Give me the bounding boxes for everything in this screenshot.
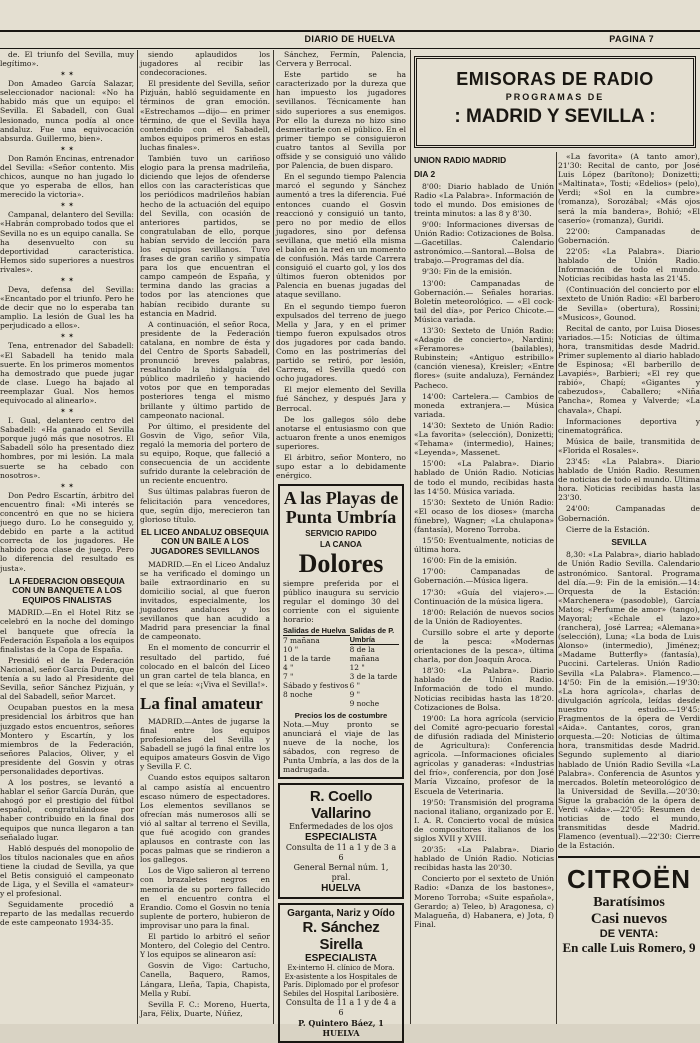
program-entry: 9'00: Informaciones diversas de Unión Radio: Cotizaciones de Bolsa.—Gacetillas. Calendario astronómico.—Santoral.—Bolsa de trabajo.—Programas del día. [414, 219, 554, 266]
column-rule [556, 152, 557, 1024]
article-paragraph: Gosvin de Vigo: Cartucho, Canella, Baquero, Ramos, Lángara, Lleña, Tapia, Chapista, Mella y Rubí. [140, 961, 270, 998]
brand-name: CITROËN [567, 864, 691, 895]
boat-name: Dolores [298, 549, 384, 579]
ad-punta-umbria [278, 484, 404, 779]
ad-line: ESPECIALISTA [304, 953, 378, 965]
column-2 [140, 50, 270, 1024]
article-paragraph: El árbitro, señor Montero, no supo estar a lo debidamente enérgico. [276, 453, 406, 481]
schedule-header: Salidas de P. Umbría [350, 626, 399, 645]
program-entry: 15'50: Eventualmente, noticias de última hora. [414, 536, 554, 555]
column-rule [273, 50, 274, 1024]
ad-line: Baratísimos [593, 895, 665, 911]
program-entry: 23'45: «La Palabra». Diario hablado de Unión Radio. Resumen de noticias de todo el mundo. Ultima hora. Noticias recibidas hasta las 23'30. [558, 457, 700, 503]
program-entry: Música de baile, transmitida de «Florida el Rosales». [558, 436, 700, 455]
program-entry: 20'35: «La Palabra». Diario hablado de Unión Radio. Noticias recibidas hasta las 20'30. [414, 845, 554, 873]
radio-programs-banner [414, 56, 696, 148]
article-paragraph: Don Amadeo García Salazar, seleccionador nacional: «No ha habido más que un equipo: el Sevilla. El Sabadell, con Gual lesionado, nunca podía al once andaluz. Fue una equivocación absurda. Guillermo, bien». [0, 79, 134, 143]
article-paragraph: En el segundo tiempo fueron expulsados del terreno de juego Mella y Jara, y en el primer tiempo fueron expulsados otros dos jugadores por cada bando. Como en las postrimerías del partido se retiró, por lesión, Carrera, el Sevilla quedó con ocho jugadores. [276, 301, 406, 384]
ad-line: Consulta de 11 a 1 y de 4 a 6 [285, 997, 397, 1017]
program-entry: 14'00: Cartelera.— Cambios de moneda extranjera.— Música variada. [414, 391, 554, 419]
schedule-row: 10 " [283, 645, 299, 655]
ad-line: DE VENTA: [599, 928, 659, 941]
article-paragraph: A los postres, se levantó a hablar el señor García Durán, que ahogó por el prestigio del fútbol español, congratulándose por haber contribuido en la final dos equipos que nunca llegaron a tan señalado lugar. [0, 778, 134, 842]
article-paragraph: Sánchez, Fermín, Palencia, Cervera y Berrocal. [276, 50, 406, 69]
program-entry: 24'00: Campanadas de Gobernación. [558, 504, 700, 523]
article-paragraph: El mejor elemento del Sevilla fué Sánchez, y después Jara y Berrocal. [276, 385, 406, 413]
ad-subtitle: SERVICIO RAPIDO [305, 529, 377, 539]
banner-line: : MADRID Y SEVILLA : [454, 106, 656, 127]
banner-line: EMISORAS DE RADIO [456, 69, 654, 89]
ad-line: Ex-interno H. clínico de Mora. Ex-asistente a los Hospitales de París. Diplomado por el profesor Sebiles del Hospital Laribosière. [283, 964, 399, 998]
banner-line: PROGRAMAS DE [505, 92, 605, 102]
article-paragraph: Cuando estos equipos saltaron al campo asistía al encuentro escaso número de espectadores. Los elementos sevillanos se ofrecían más numerosos allí se vió al saltar al terreno el Sevilla, que fué acogido con grandes aplausos en contraste con las pocas palmas que se rindieron a los gallegos. [140, 773, 270, 865]
separator-stars: ✶ ✶ [60, 407, 74, 416]
column-5 [558, 152, 700, 1024]
article-paragraph: Ocupaban puestos en la mesa presidencial los árbitros que han juzgado estos encuentros, señores Montero y Escartín, y los miembros de la Federación, señores Palacios, Oliver, y el presidente del Gosvin y otras personalidades deportivas. [0, 703, 134, 776]
program-entry: Recital de canto, por Luisa Dioses variados.—15: Noticias de última hora, transmitidas desde Madrid. Primer suplemento al diario hablado de Espinosa; «El barberillo de Lavapiés», Barbieri; «El rey que rabió», Chapí; «Gigantes y cabezudos», Caballero; «Niña Pancha», Romea y Valverde; «La chavala», Chapí. [558, 323, 700, 415]
program-entry: 13'30: Sexteto de Unión Radio: «Adagio de concierto», Nardini; «Feramores» (bailables), Rubinstein; «Antiguo estribillo» (canción vienesa), Kreisler; «Entre flores» (suite andaluza), Fernández Pacheco. [414, 326, 554, 390]
schedule-row: 8 de la mañana [349, 645, 380, 664]
doctor-name: R. Coello Vallarino [309, 788, 373, 823]
ad-prices: Precios los de costumbre [294, 711, 388, 721]
article-paragraph: Este partido se ha caracterizado por la dureza que han impuesto los jugadores sevillanos. Técnicamente han sido superiores a sus enemigos. Por ello la dureza no hizo sino desmeritarle con el público. En el primer tiempo se consiguieron cuatro tantos al Sevilla por offside y se consiguió uno válido por Palencia, de buen disparo. [276, 70, 406, 171]
ad-line: ESPECIALISTA [304, 832, 378, 844]
article-paragraph: A continuación, el señor Roca, presidente de la Federación catalana, en nombre de ésta y del Centro de Sports Sabadell, pronunció breves palabras, resaltando la hidalguía del público madrileño y haciendo votos por que en temporadas posteriores tenga el mismo brillante y último partido de campeonato nacional. [140, 319, 270, 420]
program-entry: 15'30: Sexteto de Unión Radio: «El ocaso de los dioses» (marcha fúnebre), Wagner; «La chulapona» (fantasía), Moreno Torroba. [414, 497, 554, 534]
article-paragraph: Por último, el presidente del Gosvin de Vigo, señor Vila, regaló la memoria del portero de su equipo, Roque, que falleció a consecuencia de un accidente sufrido durante la celebración de un reciente encuentro. [140, 421, 270, 486]
program-entry: Cierre de la Estación. [566, 524, 650, 534]
program-entry: 16'00: Fin de la emisión. [422, 556, 517, 566]
program-entry: 13'00: Campanadas de Gobernación.— Señales horarias. Boletín meteorológico. — «El cock-tail del día», por Perico Chicote.—Música variada. [414, 278, 554, 324]
program-entry: 17'30: «Guía del viajero».—Continuación de la música ligera. [414, 587, 554, 606]
schedule-col-umbria [350, 626, 399, 708]
separator-stars: ✶ ✶ [60, 144, 74, 153]
article-paragraph: Don Pedro Escartín, árbitro del encuentro final: «Mi interés se concentró en que no se hiciera juego duro. Lo he conseguido y, debido en parte a la actitud correcta de los jugadores. He habido poca clase de juego. Pero lo diferencia del resultado es justa». [0, 490, 134, 573]
program-entry: 22'00: Campanadas de Gobernación. [558, 226, 700, 245]
ad-line: P. Quintero Báez, 1 HUELVA [298, 1017, 384, 1038]
article-paragraph: de. El triunfo del Sevilla, muy legítimo». [0, 50, 134, 69]
separator-stars: ✶ ✶ [60, 275, 74, 284]
program-entry: 17'00: Campanadas de Gobernación.—Música ligera. [414, 567, 554, 586]
article-paragraph: En el segundo tiempo Palencia marcó el segundo y Sánchez aumentó a tres la diferencia. Fué entonces cuando el Gosvin reaccionó y consiguió un tanto, pero no por medio de ellos jugadores, sino por defensa sevillana, que metió ella misma el balón en la red en un momento de confusión. Más tarde Carrera consiguió el cuarto gol, y los dos últimos fueron obtenidos por Palencia en buenas jugadas del ataque sevillano. [276, 172, 406, 300]
ad-line: Consulta de 11 a 1 y de 3 a 6 [285, 843, 397, 863]
section-subheading: DIA 2 [414, 168, 436, 179]
ad-subtitle: LA CANOA [320, 540, 362, 550]
schedule-row: 12 " [349, 663, 365, 673]
separator-stars: ✶ ✶ [60, 481, 74, 490]
article-paragraph: I. Gual, delantero centro del Sabadell: «Ha ganado el Sevilla porque jugó más que nosotros. El Sabadell sólo ha presentado diez hombres, por mi lesión. La mala suerte se ha cebado con nosotros». [0, 416, 134, 480]
article-headline: La final amateur [140, 693, 263, 713]
article-heading: EL LICEO ANDALUZ OBSEQUIA CON UN BAILE A LOS JUGADORES SEVILLANOS [141, 526, 269, 556]
program-entry: 19'00: La hora agrícola (servicio del Comité agro-pecuario forestal de difusión radiada del Ministerio de Agricultura): Conferencia agrícola. —Informaciones oficiales agrícolas y ganaderas: «Industrias del frío», conferencia, por don José María Vizcaíno, profesor de la Escuela de Veterinaria. [414, 713, 554, 796]
schedule-header: Salidas de Huelva [283, 626, 350, 636]
article-paragraph: MADRID.—Antes de jugarse la final entre los equipos profesionales del Sevilla y Sabadell se jugó la final entre los equipos amateurs Gosvin de Vigo y Sevilla F. C. [140, 716, 270, 772]
doctor-name: R. Sánchez Sirella [302, 919, 380, 954]
ad-line: Garganta, Nariz y Oído [287, 908, 395, 920]
article-paragraph: También tuvo un cariñoso elogio para la prensa madrileña, diciendo que lejos de ofenderse ellos con las características que los periódicos madrileños habían hecho de la actuación del equipo del Sevilla, con ocasión de anteriores partidos, se congratulaban de ello, porque habían servido de lección para los equipos sevillanos. Tuvo frases de gran cariño y simpatía para los que encuentran el campo campeón de España, y termina dando las gracias a todos por las atenciones que habían recibido durante su estancia en Madrid. [140, 154, 270, 318]
column-rule [410, 50, 411, 1024]
article-paragraph: MADRID.—En el Liceo Andaluz se ha verificado el domingo un baile extraordinario en su domicilio social, al que fueron invitados, especialmente, los jugadores andaluces y los sevillanos que han acudido a Madrid para presenciar la final de campeonato. [140, 559, 270, 642]
schedule-table [283, 626, 399, 708]
program-entry: (Continuación del concierto por el sexteto de Unión Radio: «El barbero de Sevilla» (obertura), Rossini; «Musicos», Gounod. [558, 285, 700, 322]
program-entry: 22'05: «La Palabra». Diario hablado de Unión Radio. Información de todo el mundo. Noticias recibidas hasta las 21'45. [558, 246, 700, 284]
article-paragraph: Presidió el de la Federación Nacional, señor García Durán, que tenía a su lado al Presidente del Sevilla, señor Sánchez Pizjuán, y al del Sabadell, señor Marcet. [0, 655, 134, 702]
schedule-row: 3 de la tarde [349, 672, 398, 682]
schedule-col-huelva [283, 626, 350, 708]
article-paragraph: Sevilla F. C.: Moreno, Huerta, Jara, Félix, Duarte, Núñez, [140, 999, 270, 1018]
article-paragraph: El partido lo arbitró el señor Montero, del Colegio del Centro. Y los equipos se alinearon así: [140, 932, 270, 960]
program-entry: Cursillo sobre el arte y deporte de la pesca: «Modernas orientaciones de la pesca», última charla, por don Joaquín Aroca. [414, 627, 554, 665]
program-entry: 19'50: Transmisión del programa nacional italiano, organizado por E. I. A. R. Concierto vocal de música de compositores italianos de los siglos XVII y XVIII. [414, 797, 554, 843]
ad-line: Enfermedades de los ojos [289, 822, 393, 832]
schedule-row: 4 " [283, 663, 294, 673]
ad-citroen [558, 856, 700, 956]
article-paragraph: El presidente del Sevilla, señor Pizjuán, habló seguidamente en términos de gran emoción. «Estrechamos —dijo— en primer término, de que el Sevilla haya contendido con el Sabadell, ambos equipos primeros en estas luchas finales». [140, 79, 270, 152]
article-paragraph: siendo aplaudidos los jugadores al recibir las condecoraciones. [140, 50, 270, 78]
ad-ent-specialist [278, 903, 404, 1043]
column-rule [137, 50, 138, 1024]
program-entry: Informaciones deportiva y cinematográfica. [558, 416, 700, 435]
article-paragraph: MADRID.—En el Hotel Ritz se celebró en la noche del domingo el banquete que ofrecía la Federación Española a los equipos finalistas de la Copa de España. [0, 608, 134, 654]
ad-line: General Bernal núm. 1, pral. [293, 863, 389, 883]
article-paragraph: Campanal, delantero del Sevilla: «Habrán comprobado todos que el Sevilla no es un equipo canalla. Se ha desenvuelto con su deportividad característica. Hemos sido superiores a nuestros rivales». [0, 210, 134, 274]
article-paragraph: Seguidamente procedió a reparto de las medallas recuerdo de este campeonato 1934-35. [0, 900, 134, 928]
page-header [0, 30, 700, 49]
separator-stars: ✶ ✶ [60, 70, 74, 79]
separator-stars: ✶ ✶ [60, 332, 74, 341]
article-paragraph: De los gallegos sólo debe anotarse el entusiasmo con que actuaron frente a unos enemigos superiores. [276, 414, 406, 451]
program-entry: «La favorita» (A tanto amor), 21'30: Recital de canto, por José Luis López (barítono); Donizetti; «Maltinata», Tosti; «Edelios» (pelo), Verdi; «Sol en la cumbre» (romanza), Sorozábal; «Más ojos será la mía bandera», Bohió; «El caserío» (romanza), Guridi. [558, 152, 700, 225]
ad-body: siempre preferida por el público inaugura su servicio regular el domingo 30 del corriente con el siguiente horario: [283, 579, 399, 625]
program-entry: 14'30: Sexteto de Unión Radio: «La favorita» (selección), Donizetti; «Tehama» (intermedio), Haines; «Leyenda», Massenet. [414, 420, 554, 458]
ad-line: En calle Luis Romero, 9 [562, 940, 696, 956]
article-paragraph: Deva, defensa del Sevilla: «Encantado por el triunfo. Pero he de decir que no lo esperaba tan amplio. La lesión de Gual les ha perjudicado a ellos». [0, 284, 134, 331]
ad-line: Casi nuevos [590, 911, 668, 928]
article-paragraph: Tena, entrenador del Sabadell: «El Sabadell ha tenido mala suerte. En los primeros momentos ha demostrado que puede jugar de clase. Luego ha bajado al reemplazar Gual. Nos hemos equivocado al alinearlo». [0, 341, 134, 405]
program-entry: 8,30: «La Palabra», diario hablado de Unión Radio Sevilla. Calendario astronómico. Santoral. Programa del día.—9: Fin de la emisión.—14: Orquesta de la Estación: «Marchenera» (pasodoble), García Matos; «Perfume de amor» (tango), Mayoral; «Echale el lazo» (ranchera), José Larrea; «Alemana» (selección), Luna; «La boda de Luis Alonso» (intermedio), Jiménez; «Madame Butterfly» (fantasía), Puccini. Carteleras. Unión Radio Sevilla «La Palabra». Flamenco.—14'50: Fin de la emisión.—19'30: «La hora agrícola», charlas de divulgación agrícola, leídas desde nuestro estudio.—19'45: Fragmentos de la ópera de Verdi «Aida». Cantantes, coros, gran orquesta.—20: Noticias de última hora, transmitidas desde Madrid. Segundo suplemento al diario hablado de Unión Radio Sevilla «La Palabra». Conferencia de Asuntos y mercados. Boletín meteorológico de la Universidad de Sevilla.—20'30: Sigue la grabación de la ópera de Verdi «Aida».—22'05: Resumen de noticias de todo el mundo, transmitidas desde Madrid. Flamenco (eventual).—22'30: Cierre de la Estación. [558, 550, 700, 851]
schedule-row: Sábado y festivos 8 noche [283, 681, 349, 700]
program-entry: 18'30: «La Palabra». Diario hablado de Unión Radio. Información de todo el mundo. Noticias recibidas hasta las 18'20. Cotizaciones de Bolsa. [414, 666, 554, 712]
program-entry: Concierto por el sexteto de Unión Radio: «Danza de los bastones», Moreno Torroba; «Suite española», Gerardo; a) Teleo, b) Aragonesa, c) Malagueña, d) Habanera, e) Jota, f) Final. [414, 874, 554, 929]
program-entry: 9'30: Fin de la emisión. [422, 267, 513, 277]
column-1 [0, 50, 134, 1024]
article-paragraph: En el momento de concurrir el resultado del partido, fué colocado en el balcón del Liceo un gran cartel de tela blanca, en el que se leía: «¡Viva el Sevilla!». [140, 643, 270, 689]
schedule-row: 7 " [283, 672, 294, 682]
section-heading: SEVILLA [611, 536, 647, 547]
newspaper-name: DIARIO DE HUELVA [304, 34, 396, 44]
schedule-row: 7 mañana [283, 636, 320, 646]
program-entry: 18'00: Relación de nuevos socios de la Unión de Radioyentes. [414, 607, 554, 626]
article-heading: LA FEDERACION OBSEQUIA CON UN BANQUETE A LOS EQUIPOS FINALISTAS [9, 575, 125, 605]
ad-title: A las Playas de Punta Umbría [283, 488, 399, 528]
ad-oculist [278, 783, 404, 899]
ad-line: HUELVA [321, 883, 361, 895]
ad-note: Nota.—Muy pronto se anunciará el viaje de las nueve de la noche, los sábados, con regreso de Punta Umbría, a las dos de la madrugada. [283, 720, 399, 775]
schedule-row: 9 " [349, 690, 361, 700]
program-entry: 15'00: «La Palabra». Diario hablado de Unión Radio. Noticias de todo el mundo, recibidas hasta las 14'50. Música variada. [414, 459, 554, 496]
column-3 [276, 50, 406, 1038]
schedule-row: 9 noche [349, 699, 380, 709]
column-4 [414, 152, 554, 1024]
schedule-row: 6 " [349, 681, 361, 691]
separator-stars: ✶ ✶ [60, 201, 74, 210]
program-entry: 8'00: Diario hablado de Unión Radio «La Palabra». Información de todo el mundo. Dos emisiones de treinta minutos: a las 8 y 8'30. [414, 181, 554, 218]
article-paragraph: Don Ramón Encinas, entrenador del Sevilla: «Señor contento. Mis chicos, aunque no han jugado lo que yo esperaba de ellos, han merecido la victoria». [0, 153, 134, 200]
schedule-row: 1 de la tarde [283, 654, 331, 664]
page-number: PAGINA 7 [609, 34, 654, 44]
article-paragraph: Los de Vigo salieron al terreno con brazaletes negros en memoria de su portero fallecido en el encuentro contra el Erandio. Como el Gosvin no tenía suplente de portero, hubieron de improvisar uno para la final. [140, 866, 270, 930]
article-paragraph: Sus últimas palabras fueron de felicitación para vencedores, que, según dijo, merecieron tan glorioso título. [140, 487, 270, 524]
section-heading: UNION RADIO MADRID [414, 155, 507, 165]
article-paragraph: Habló después del monopolio de los títulos nacionales que en años tiene la ciudad de Sevilla, ya que el Betis consiguió el campeonato de Liga, y el Sevilla el «amateur» y el profesional. [0, 843, 134, 899]
